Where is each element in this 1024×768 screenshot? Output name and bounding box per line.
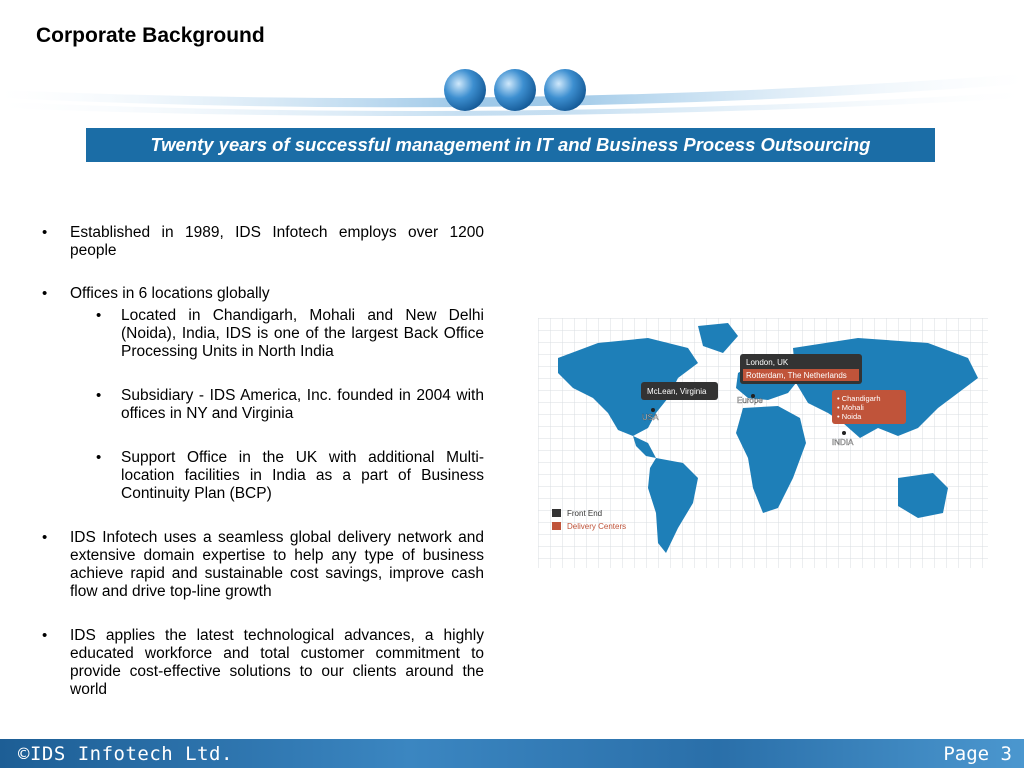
bullet-list (42, 224, 484, 699)
list-item (42, 285, 484, 303)
world-map (538, 318, 988, 568)
callout-india (832, 390, 906, 424)
bullet-text: IDS Infotech uses a seamless global delivery network and extensive domain expertise to help any type of business achieve rapid and sustainable cost savings, improve cash flow and drive top-line growth (70, 529, 484, 600)
globe-icon (444, 69, 486, 111)
callout-mclean-text: McLean, Virginia (647, 387, 707, 396)
sub-bullet-text: Subsidiary - IDS America, Inc. founded in 2004 with offices in NY and Virginia (121, 387, 484, 422)
bullet-marker: • (42, 285, 48, 302)
bullet-marker: • (96, 449, 102, 466)
globe-swoosh-decoration (0, 62, 1024, 128)
bullet-marker: • (42, 224, 48, 241)
callout-mclean (641, 382, 718, 400)
callout-india-item: • Mohali (837, 403, 864, 412)
footer-bar (0, 739, 1024, 768)
list-item (42, 224, 484, 260)
callout-rotterdam-text: Rotterdam, The Netherlands (746, 371, 847, 380)
legend-delivery: Delivery Centers (567, 522, 627, 531)
globe-icon (494, 69, 536, 111)
bullet-marker: • (96, 387, 102, 404)
bullet-text: Offices in 6 locations globally (70, 285, 270, 302)
map-label-india: INDIA (832, 438, 854, 447)
callout-london (740, 354, 862, 384)
banner-text: Twenty years of successful management in IT and Business Process Outsourcing (150, 134, 871, 155)
location-marker-usa (651, 408, 655, 412)
sub-bullet-text: Support Office in the UK with additional Multi-location facilities in India as a part of Business Continuity Plan (BCP) (121, 449, 484, 502)
footer-copyright: ©IDS Infotech Ltd. (18, 743, 233, 765)
sub-list-item (42, 449, 484, 503)
sub-list-item (42, 307, 484, 361)
map-label-usa: USA (642, 413, 659, 422)
legend-front-end: Front End (567, 509, 603, 518)
legend-swatch-front-end (552, 509, 561, 517)
page-title: Corporate Background (36, 24, 265, 47)
location-marker-india (842, 431, 846, 435)
bullet-text: Established in 1989, IDS Infotech employs over 1200 people (70, 224, 484, 259)
map-label-europe: Europe (737, 396, 763, 405)
globe-icon (544, 69, 586, 111)
legend-swatch-delivery (552, 522, 561, 530)
callout-london-text: London, UK (746, 358, 789, 367)
bullet-marker: • (42, 529, 48, 546)
bullet-marker: • (96, 307, 102, 324)
list-item (42, 529, 484, 601)
bullet-marker: • (42, 627, 48, 644)
bullet-text: IDS applies the latest technological advances, a highly educated workforce and total customer commitment to provide cost-effective solutions to our clients around the world (70, 627, 484, 698)
tagline-banner (86, 128, 935, 162)
list-item (42, 627, 484, 699)
page-number: Page 3 (943, 743, 1012, 765)
callout-india-item: • Chandigarh (837, 394, 881, 403)
callout-india-item: • Noida (837, 412, 862, 421)
sub-list-item (42, 387, 484, 423)
sub-bullet-text: Located in Chandigarh, Mohali and New Delhi (Noida), India, IDS is one of the largest Back Office Processing Units in North India (121, 307, 484, 360)
